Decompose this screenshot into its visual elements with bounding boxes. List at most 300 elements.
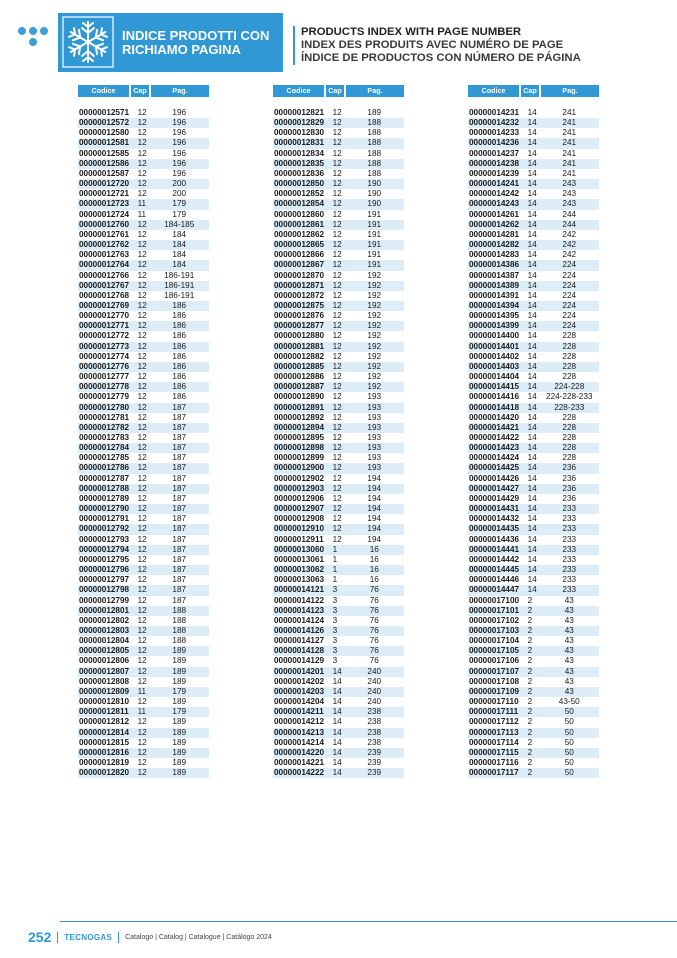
table-row [78,687,209,697]
cell-pag: 187 [172,585,187,595]
cell-code: 00000012587 [79,168,130,178]
cell-cap: 12 [137,595,147,605]
catalog-label: Catalogo | Catalog | Catalogue | Catálogo 2024 [125,933,272,941]
cell-code: 00000014442 [469,554,520,564]
table-row [78,514,209,524]
table-row [273,524,404,534]
cell-pag: 188 [172,636,187,646]
cell-cap: 12 [137,483,147,493]
cell-pag: 240 [367,676,382,686]
cell-pag: 76 [369,615,379,625]
cell-pag: 233 [562,514,577,524]
cell-pag: 241 [562,148,577,158]
cell-cap: 14 [527,361,537,371]
table-row [78,210,209,220]
cell-cap: 12 [332,433,342,442]
cell-pag: 238 [367,717,382,727]
table-row [78,656,209,666]
cell-code: 00000012572 [79,118,130,128]
cell-cap: 14 [527,443,537,453]
cell-pag: 228 [562,341,577,351]
table-row [273,565,404,575]
cell-pag: 239 [367,747,382,757]
table-row [273,210,404,220]
cell-pag: 191 [367,209,382,219]
cell-code: 00000012852 [274,189,325,199]
cell-cap: 12 [332,219,342,229]
cell-pag: 193 [367,422,382,432]
cell-pag: 236 [562,463,577,473]
table-row [78,606,209,616]
cell-code: 00000017103 [469,625,520,635]
table-row [78,362,209,372]
table-row [78,646,209,656]
table-row [78,331,209,341]
cell-cap: 12 [137,422,147,432]
table-row [468,606,599,616]
cell-code: 00000012814 [79,727,130,737]
cell-pag: 76 [369,636,379,646]
cell-cap: 12 [137,717,147,727]
table-row [273,372,404,382]
cell-cap: 12 [332,504,342,514]
cell-pag: 186-191 [164,280,195,290]
cell-pag: 187 [172,433,187,442]
cell-cap: 14 [332,747,342,757]
cell-cap: 3 [332,585,338,595]
cell-pag: 43 [564,595,574,605]
cell-code: 00000012782 [79,422,130,432]
cell-pag: 191 [367,260,382,270]
table-row [273,118,404,128]
cell-cap: 14 [527,483,537,493]
cell-cap: 2 [527,717,533,727]
cell-code: 00000012809 [79,686,130,696]
cell-code: 00000012796 [79,565,130,575]
cell-pag: 189 [172,768,187,778]
cell-code: 00000014281 [469,229,520,239]
snowflake-icon [62,16,114,68]
cell-cap: 2 [527,666,533,676]
cell-pag: 187 [172,483,187,493]
header-pag: Pag. [541,85,599,97]
cell-code: 00000012721 [79,189,130,199]
cell-cap: 12 [137,737,147,747]
cell-pag: 76 [369,605,379,615]
table-row [468,230,599,240]
cell-cap: 12 [137,768,147,778]
cell-pag: 187 [172,565,187,575]
cell-code: 00000012910 [274,524,325,534]
cell-pag: 43 [564,605,574,615]
cell-code: 00000012806 [79,656,130,666]
cell-code: 00000012882 [274,351,325,361]
table-row [273,453,404,463]
cell-cap: 12 [332,524,342,534]
cell-code: 00000012898 [274,443,325,453]
cell-code: 00000012791 [79,514,130,524]
cell-pag: 188 [367,118,382,128]
table-row [273,159,404,169]
cell-code: 00000012770 [79,311,130,321]
table-row [273,311,404,321]
cell-code: 00000012776 [79,361,130,371]
cell-code: 00000017117 [469,768,519,778]
cell-code: 00000012906 [274,493,325,503]
table-row [273,128,404,138]
cell-code: 00000014222 [274,768,325,778]
cell-cap: 3 [332,636,338,646]
cell-cap: 12 [137,168,147,178]
cell-code: 00000014386 [469,260,520,270]
cell-code: 00000012780 [79,402,130,412]
cell-cap: 14 [527,189,537,199]
cell-code: 00000012766 [79,270,130,280]
cell-cap: 14 [527,280,537,290]
table-row [468,362,599,372]
cell-pag: 236 [562,493,577,503]
cell-code: 00000012854 [274,199,325,209]
cell-pag: 224 [562,290,577,300]
table-row [78,565,209,575]
cell-code: 00000013060 [274,544,325,554]
cell-pag: 50 [564,707,574,717]
cell-cap: 12 [137,554,147,564]
table-row [468,352,599,362]
table-row [468,108,599,118]
cell-code: 00000012871 [274,280,325,290]
cell-pag: 188 [367,148,382,158]
table-row [273,545,404,555]
cell-cap: 14 [527,565,537,575]
cell-cap: 14 [527,524,537,534]
cell-cap: 12 [332,148,342,158]
cell-code: 00000012790 [79,504,130,514]
cell-cap: 3 [332,595,338,605]
cell-pag: 240 [367,697,382,707]
cell-cap: 14 [527,412,537,422]
table-row [273,403,404,413]
cell-pag: 188 [172,615,187,625]
table-row [273,646,404,656]
cell-cap: 2 [527,686,533,696]
table-row [273,575,404,585]
cell-cap: 2 [527,697,533,707]
cell-pag: 194 [367,493,382,503]
cell-code: 00000012877 [274,321,325,331]
cell-cap: 12 [137,290,147,300]
cell-code: 00000012768 [79,290,130,300]
header-cap: Cap [521,85,539,97]
table-row [78,738,209,748]
table-row [468,423,599,433]
cell-code: 00000012773 [79,341,130,351]
cell-code: 00000012830 [274,128,325,138]
footer-separator [118,932,119,943]
cell-pag: 184 [172,250,187,260]
cell-pag: 233 [562,504,577,514]
title-french: INDEX DES PRODUITS AVEC NUMÉRO DE PAGE [301,39,564,51]
cell-cap: 12 [137,250,147,260]
cell-cap: 11 [137,707,147,717]
cell-cap: 14 [527,341,537,351]
cell-pag: 43 [564,686,574,696]
cell-code: 00000014283 [469,250,520,260]
cell-code: 00000012760 [79,219,130,229]
cell-pag: 189 [172,666,187,676]
cell-pag: 241 [562,108,577,117]
cell-code: 00000012779 [79,392,130,402]
cell-pag: 187 [172,595,187,605]
cell-pag: 187 [172,402,187,412]
cell-pag: 186 [172,321,187,331]
table-row [273,748,404,758]
cell-cap: 12 [332,372,342,382]
cell-code: 00000012907 [274,504,325,514]
table-header [468,85,599,97]
cell-code: 00000012900 [274,463,325,473]
cell-cap: 12 [137,666,147,676]
table-row [468,626,599,636]
cell-code: 00000012902 [274,473,325,483]
cell-pag: 224 [562,270,577,280]
cell-code: 00000012581 [79,138,130,148]
cell-code: 00000017107 [469,666,520,676]
table-row [468,656,599,666]
cell-pag: 193 [367,392,382,402]
cell-code: 00000014395 [469,311,520,321]
table-row [273,220,404,230]
cell-pag: 238 [367,707,382,717]
title-spanish: ÍNDICE DE PRODUCTOS CON NÚMERO DE PÁGINA [301,52,581,64]
cell-pag: 228 [562,361,577,371]
table-row [273,281,404,291]
cell-pag: 228 [562,422,577,432]
table-row [78,768,209,778]
table-row [78,433,209,443]
cell-code: 00000017105 [469,646,520,656]
table-row [78,667,209,677]
cell-code: 00000014261 [469,209,520,219]
table-row [468,707,599,717]
cell-cap: 14 [332,707,342,717]
table-row [273,667,404,677]
cell-pag: 243 [562,189,577,199]
cell-pag: 238 [367,737,382,747]
table-row [273,606,404,616]
cell-pag: 224 [562,260,577,270]
cell-cap: 12 [137,148,147,158]
cell-pag: 184-185 [164,219,195,229]
cell-code: 00000014233 [469,128,520,138]
table-row [78,250,209,260]
table-row [468,321,599,331]
cell-code: 00000017116 [469,758,519,767]
cell-cap: 12 [137,158,147,168]
cell-pag: 193 [367,453,382,463]
cell-pag: 186 [172,372,187,382]
cell-cap: 14 [332,727,342,737]
cell-code: 00000014236 [469,138,520,148]
cell-pag: 196 [172,168,187,178]
cell-code: 00000014220 [274,747,325,757]
table-row [78,453,209,463]
table-row [273,656,404,666]
table-row [468,667,599,677]
cell-cap: 14 [332,768,342,778]
cell-pag: 190 [367,199,382,209]
cell-cap: 14 [527,504,537,514]
cell-cap: 12 [332,514,342,524]
cell-cap: 12 [137,646,147,656]
cell-pag: 194 [367,483,382,493]
table-row [78,189,209,199]
cell-pag: 179 [172,199,187,209]
cell-pag: 179 [172,209,187,219]
cell-code: 00000012794 [79,544,130,554]
cell-code: 00000014399 [469,321,520,331]
cell-code: 00000012860 [274,209,325,219]
cell-code: 00000012778 [79,382,130,392]
table-row [468,189,599,199]
cell-pag: 189 [172,747,187,757]
cell-code: 00000014129 [274,656,325,666]
cell-cap: 14 [527,493,537,503]
table-row [273,738,404,748]
cell-cap: 11 [137,199,147,209]
cell-cap: 14 [527,514,537,524]
cell-code: 00000012803 [79,625,130,635]
cell-cap: 14 [527,331,537,341]
cell-code: 00000014400 [469,331,520,341]
cell-cap: 12 [332,422,342,432]
cell-cap: 12 [137,229,147,239]
cell-pag: 186 [172,341,187,351]
table-row [468,403,599,413]
cell-pag: 187 [172,514,187,524]
cell-code: 00000014425 [469,463,520,473]
table-row [273,179,404,189]
cell-code: 00000014121 [274,585,325,595]
cell-code: 00000012895 [274,433,325,442]
cell-code: 00000012903 [274,483,325,493]
cell-cap: 12 [332,168,342,178]
cell-cap: 2 [527,747,533,757]
cell-pag: 43 [564,646,574,656]
cell-code: 00000012785 [79,453,130,463]
cell-pag: 233 [562,554,577,564]
table-row [273,250,404,260]
cell-cap: 12 [332,300,342,310]
brand-dots-icon [18,27,48,53]
cell-cap: 14 [527,250,537,260]
cell-pag: 192 [367,300,382,310]
cell-code: 00000012807 [79,666,130,676]
cell-cap: 12 [137,534,147,544]
cell-pag: 186 [172,300,187,310]
cell-code: 00000014282 [469,240,520,250]
table-row [78,149,209,159]
cell-pag: 76 [369,585,379,595]
cell-pag: 233 [562,585,577,595]
table-row [468,220,599,230]
cell-cap: 12 [137,240,147,250]
cell-code: 00000012836 [274,168,325,178]
table-row [78,342,209,352]
cell-cap: 11 [137,209,147,219]
cell-code: 00000012802 [79,615,130,625]
table-row [273,616,404,626]
cell-cap: 12 [332,402,342,412]
cell-cap: 14 [332,737,342,747]
cell-pag: 188 [367,158,382,168]
table-row [78,636,209,646]
table-row [468,484,599,494]
cell-code: 00000014404 [469,372,520,382]
cell-pag: 43 [564,666,574,676]
cell-code: 00000014422 [469,433,520,442]
cell-code: 00000014232 [469,118,520,128]
cell-cap: 12 [137,544,147,554]
cell-code: 00000017112 [469,717,519,727]
table-row [468,463,599,473]
cell-pag: 240 [367,666,382,676]
cell-code: 00000012861 [274,219,325,229]
cell-pag: 244 [562,219,577,229]
table-row [78,352,209,362]
cell-pag: 193 [367,412,382,422]
cell-code: 00000012724 [79,209,130,219]
table-row [468,271,599,281]
cell-cap: 14 [527,108,537,117]
cell-pag: 186 [172,382,187,392]
cell-code: 00000012761 [79,229,130,239]
table-row [468,687,599,697]
cell-pag: 196 [172,118,187,128]
cell-pag: 228 [562,412,577,422]
cell-pag: 236 [562,473,577,483]
cell-cap: 3 [332,605,338,615]
cell-cap: 14 [527,433,537,442]
cell-pag: 16 [369,554,379,564]
cell-cap: 1 [332,554,338,564]
cell-cap: 12 [137,514,147,524]
table-row [78,626,209,636]
cell-cap: 14 [527,422,537,432]
cell-pag: 236 [562,483,577,493]
cell-pag: 179 [172,686,187,696]
table-row [273,321,404,331]
cell-code: 00000014241 [469,179,520,189]
index-column-1 [78,85,209,778]
table-row [468,728,599,738]
table-row [78,474,209,484]
cell-pag: 228 [562,433,577,442]
cell-pag: 16 [369,544,379,554]
cell-cap: 12 [137,392,147,402]
table-row [468,616,599,626]
table-row [468,636,599,646]
cell-code: 00000014403 [469,361,520,371]
table-row [468,646,599,656]
cell-pag: 242 [562,250,577,260]
cell-code: 00000012793 [79,534,130,544]
cell-pag: 241 [562,118,577,128]
cell-code: 00000012808 [79,676,130,686]
cell-code: 00000012787 [79,473,130,483]
header-pag: Pag. [151,85,209,97]
cell-code: 00000014221 [274,758,325,767]
